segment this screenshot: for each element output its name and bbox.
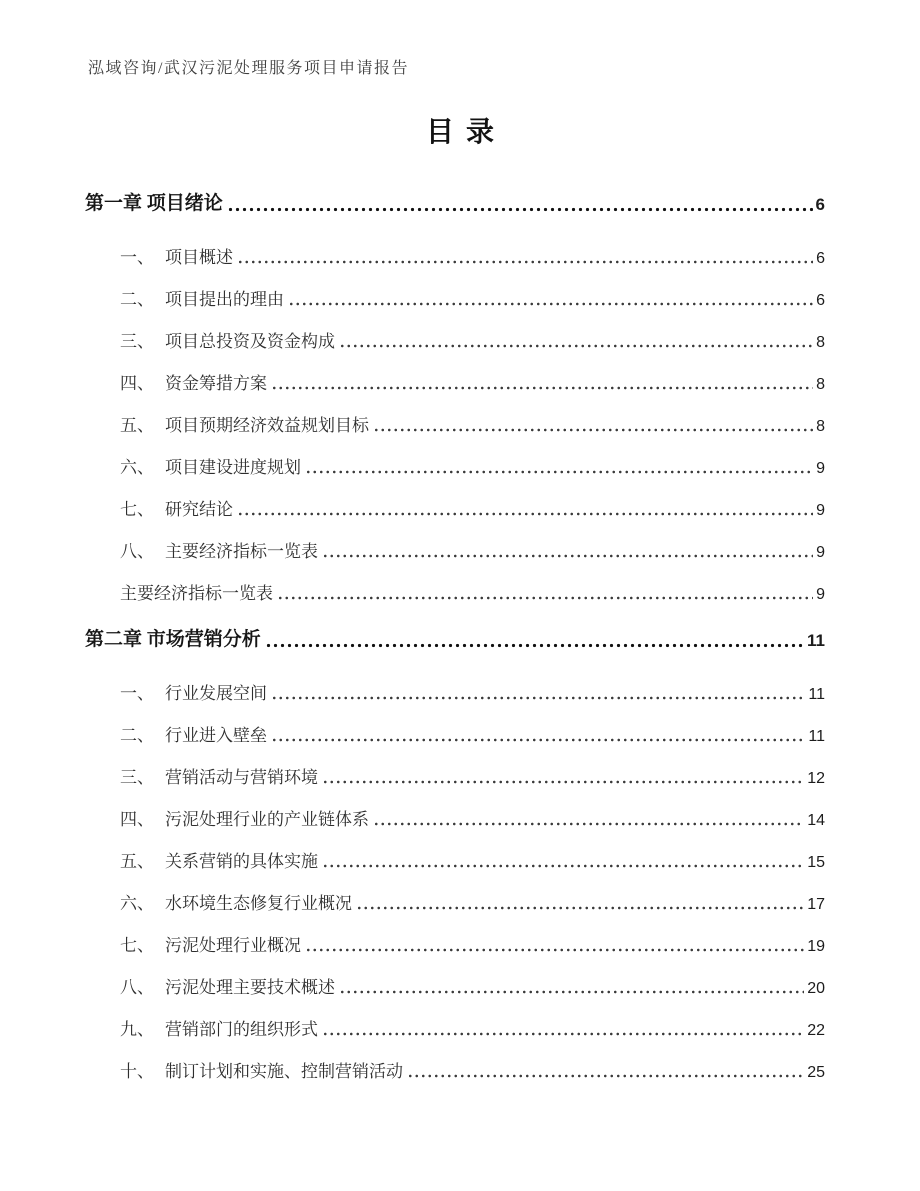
toc-entry-chapter-2[interactable] (85, 604, 825, 651)
toc-entry-chapter-1[interactable] (85, 168, 825, 215)
toc-page-number: 11 (808, 728, 825, 746)
toc-entry-number: 三、 (120, 768, 154, 788)
toc-page-number: 15 (807, 854, 825, 872)
toc-entry-title: 第一章 项目绪论 (85, 193, 223, 215)
toc-entry-title: 项目建设进度规划 (165, 458, 301, 478)
toc-page-number: 17 (807, 896, 825, 914)
toc-page-number: 12 (807, 770, 825, 788)
toc-entry-title: 第二章 市场营销分析 (85, 629, 261, 651)
toc-entry-title: 项目提出的理由 (165, 290, 284, 310)
toc-title: 目录 (425, 117, 506, 148)
toc-entry[interactable] (85, 998, 825, 1040)
dot-leader (373, 428, 813, 432)
toc-entry-title: 制订计划和实施、控制营销活动 (165, 1062, 403, 1082)
toc-entry-number: 一、 (120, 684, 154, 704)
toc-entry-number: 六、 (120, 894, 154, 914)
toc-entry-number: 八、 (120, 978, 154, 998)
dot-leader (339, 344, 813, 348)
toc-entry-number: 四、 (120, 810, 154, 830)
toc-entry-title: 项目预期经济效益规划目标 (165, 416, 369, 436)
table-of-contents (85, 168, 825, 1082)
dot-leader (322, 554, 813, 558)
toc-entry-title: 营销活动与营销环境 (165, 768, 318, 788)
dot-leader (271, 696, 805, 700)
toc-entry-title: 污泥处理行业概况 (165, 936, 301, 956)
toc-entry-title: 水环境生态修复行业概况 (165, 894, 352, 914)
dot-leader (288, 302, 813, 306)
dot-leader (339, 990, 804, 994)
dot-leader (265, 643, 804, 648)
toc-entry-number: 五、 (120, 852, 154, 872)
toc-entry[interactable] (85, 662, 825, 704)
toc-entry-number: 七、 (120, 936, 154, 956)
toc-entry[interactable] (85, 872, 825, 914)
toc-entry[interactable] (85, 310, 825, 352)
dot-leader (277, 596, 813, 600)
dot-leader (322, 1032, 804, 1036)
toc-entry[interactable] (85, 746, 825, 788)
dot-leader (305, 948, 804, 952)
dot-leader (271, 386, 813, 390)
toc-entry-title: 项目概述 (165, 248, 233, 268)
dot-leader (373, 822, 804, 826)
toc-entry-number: 三、 (120, 332, 154, 352)
toc-entry-title: 主要经济指标一览表 (165, 542, 318, 562)
toc-entry-number: 九、 (120, 1020, 154, 1040)
toc-entry-title: 主要经济指标一览表 (120, 584, 273, 604)
toc-page-number: 11 (807, 631, 825, 651)
toc-entry-title: 行业进入壁垒 (165, 726, 267, 746)
toc-entry-title: 关系营销的具体实施 (165, 852, 318, 872)
toc-entry-number: 一、 (120, 248, 154, 268)
toc-entry[interactable] (85, 520, 825, 562)
dot-leader (322, 780, 804, 784)
toc-page-number: 6 (816, 250, 825, 268)
toc-page-number: 6 (815, 195, 825, 215)
toc-entry[interactable] (85, 956, 825, 998)
toc-entry-number: 十、 (120, 1062, 154, 1082)
toc-entry-title: 研究结论 (165, 500, 233, 520)
dot-leader (237, 260, 813, 264)
toc-entry-title: 资金筹措方案 (165, 374, 267, 394)
toc-entry-number: 四、 (120, 374, 154, 394)
toc-entry-title: 营销部门的组织形式 (165, 1020, 318, 1040)
toc-page-number: 9 (816, 544, 825, 562)
toc-page-number: 9 (816, 460, 825, 478)
dot-leader (407, 1074, 804, 1078)
toc-page-number: 22 (807, 1022, 825, 1040)
toc-entry[interactable] (85, 704, 825, 746)
toc-entry[interactable] (85, 914, 825, 956)
toc-entry-number: 二、 (120, 726, 154, 746)
toc-entry-number: 八、 (120, 542, 154, 562)
toc-entry[interactable] (85, 352, 825, 394)
toc-entry[interactable] (85, 226, 825, 268)
dot-leader (271, 738, 805, 742)
toc-page-number: 9 (816, 586, 825, 604)
toc-entry[interactable] (85, 830, 825, 872)
toc-entry-title: 污泥处理主要技术概述 (165, 978, 335, 998)
toc-entry-number: 七、 (120, 500, 154, 520)
toc-page-number: 8 (816, 418, 825, 436)
toc-entry[interactable] (85, 562, 825, 604)
toc-entry-number: 六、 (120, 458, 154, 478)
dot-leader (305, 470, 813, 474)
toc-entry-title: 项目总投资及资金构成 (165, 332, 335, 352)
toc-page-number: 14 (807, 812, 825, 830)
toc-entry[interactable] (85, 394, 825, 436)
toc-entry[interactable] (85, 1040, 825, 1082)
toc-entry[interactable] (85, 478, 825, 520)
toc-entry-title: 行业发展空间 (165, 684, 267, 704)
dot-leader (227, 207, 813, 212)
toc-entry[interactable] (85, 788, 825, 830)
toc-page-number: 11 (808, 686, 825, 704)
toc-entry[interactable] (85, 268, 825, 310)
toc-page-number: 20 (807, 980, 825, 998)
toc-page-number: 8 (816, 376, 825, 394)
toc-page-number: 19 (807, 938, 825, 956)
document-header: 泓域咨询/武汉污泥处理服务项目申请报告 (88, 60, 409, 77)
toc-entry-number: 五、 (120, 416, 154, 436)
toc-entry-number: 二、 (120, 290, 154, 310)
dot-leader (237, 512, 813, 516)
toc-page-number: 9 (816, 502, 825, 520)
toc-entry[interactable] (85, 436, 825, 478)
toc-entry-title: 污泥处理行业的产业链体系 (165, 810, 369, 830)
dot-leader (356, 906, 804, 910)
toc-page-number: 8 (816, 334, 825, 352)
toc-page-number: 6 (816, 292, 825, 310)
toc-page-number: 25 (807, 1064, 825, 1082)
dot-leader (322, 864, 804, 868)
